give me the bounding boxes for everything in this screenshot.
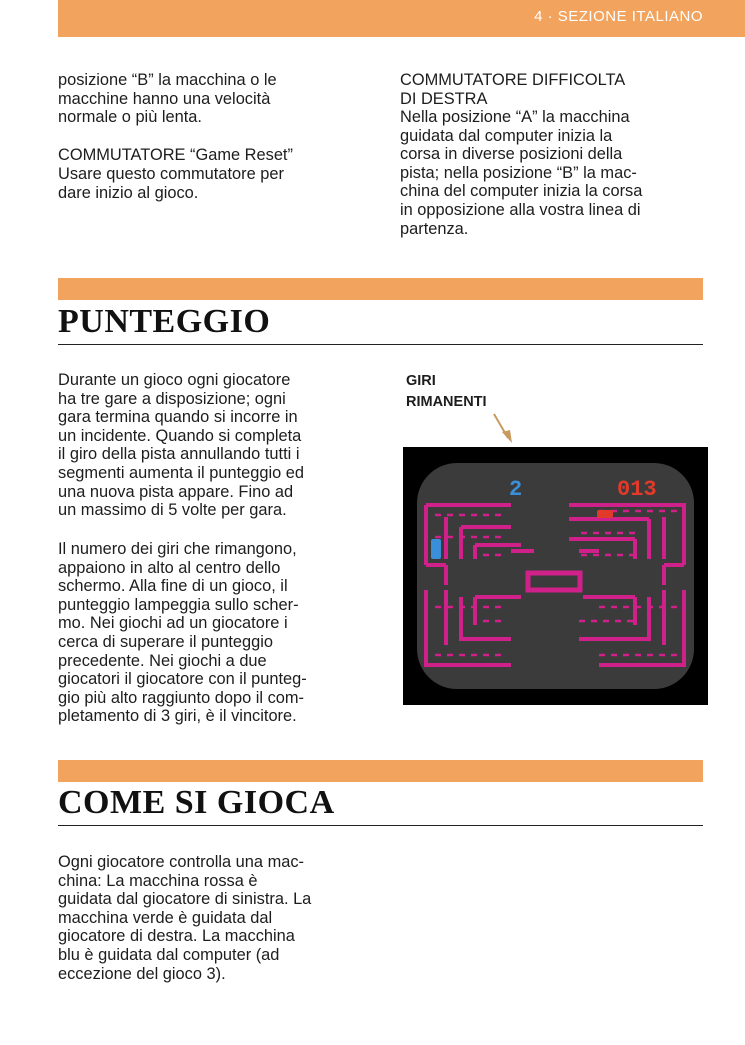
screen-caption: GIRI RIMANENTI [406, 373, 487, 410]
heading-punteggio: PUNTEGGIO [58, 303, 271, 340]
paragraph-come-si-gioca: Ogni giocatore controlla una mac- china: La macchina rossa è guidata dal giocatore di sinistra. La macchina verde è guidata dal giocatore di destra. La macchina blu è guidata dal computer (ad eccezione del gioco 3). [58, 853, 312, 983]
heading-rule [58, 344, 703, 345]
section-tag: 4 · SEZIONE ITALIANO [534, 8, 703, 25]
game-screenshot [403, 447, 708, 705]
section-divider-bar [58, 278, 703, 300]
caption-arrow-icon [488, 410, 518, 444]
computer-car [431, 539, 441, 559]
paragraph-punteggio-1: Durante un gioco ogni giocatore ha tre gare a disposizione; ogni gara termina quando si incorre in un incidente. Quando si completa il giro della pista annullando tutti i segmenti aumenta il punteggio ed una nuova pista appare. Fino ad un massimo di 5 volte per gara. [58, 371, 305, 520]
subheading-game-reset: COMMUTATORE “Game Reset” [58, 146, 293, 164]
paragraph-game-reset: Usare questo commutatore per dare inizio al gioco. [58, 165, 284, 202]
paragraph-speed: posizione “B” la macchina o le macchine hanno una velocità normale o più lenta. [58, 71, 277, 127]
paragraph-punteggio-2: Il numero dei giri che rimangono, appaiono in alto al centro dello schermo. Alla fine di un gioco, il punteggio lampeggia sullo scher- mo. Nei giochi ad un giocatore i cerca di superare il punteggio precedente. Nei giochi a due giocatori il giocatore con il punteg- gio più alto raggiunto dopo il com- pletamento di 3 giri, è il vincitore. [58, 540, 307, 726]
laps-remaining-counter: 2 [509, 477, 523, 502]
section-divider-bar-2 [58, 760, 703, 782]
score-counter: 013 [617, 477, 657, 502]
subheading-right-difficulty: COMMUTATORE DIFFICOLTA DI DESTRA [400, 71, 626, 108]
player-car [597, 510, 613, 518]
paragraph-right-difficulty: Nella posizione “A” la macchina guidata dal computer inizia la corsa in diverse posizioni della pista; nella posizione “B” la mac- china del computer inizia la corsa in opposizione alla vostra linea di partenza. [400, 108, 643, 238]
heading-rule-2 [58, 825, 703, 826]
heading-come-si-gioca: COME SI GIOCA [58, 784, 335, 821]
